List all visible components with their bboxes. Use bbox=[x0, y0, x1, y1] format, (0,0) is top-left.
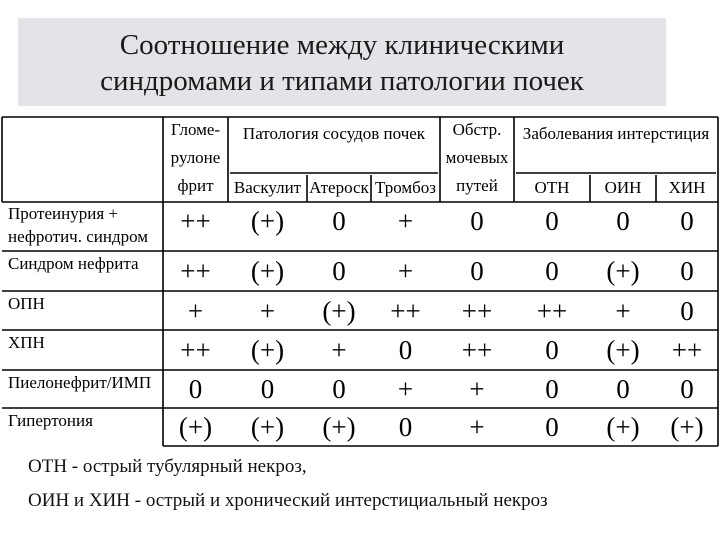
row-label-pyelonephritis: Пиелонефрит/ИМП bbox=[8, 373, 152, 392]
table-cell: 0 bbox=[260, 374, 275, 404]
table-cell: ++ bbox=[180, 206, 211, 236]
table-cell: (+) bbox=[250, 335, 285, 365]
header-thrombosis: Тромбоз bbox=[374, 178, 437, 197]
header-khin: ХИН bbox=[668, 178, 706, 197]
table-cell: ++ bbox=[461, 296, 493, 326]
table-cell: + bbox=[397, 374, 414, 404]
table-cell: 0 bbox=[188, 374, 203, 404]
table-cell: ++ bbox=[536, 296, 568, 326]
table-cell: (+) bbox=[250, 412, 285, 442]
table-cell: + bbox=[331, 335, 347, 365]
table-cell: + bbox=[469, 412, 485, 442]
table-cell: 0 bbox=[545, 256, 559, 286]
table-cell: 0 bbox=[545, 335, 559, 365]
table-cell: 0 bbox=[545, 412, 559, 442]
table-cell: + bbox=[397, 206, 414, 236]
row-label-proteinuria: Протеинурия + нефротич. синдром bbox=[8, 204, 149, 246]
header-glomerulonephritis: Гломе- рулоне фрит bbox=[170, 120, 221, 195]
table-cell: 0 bbox=[545, 206, 559, 236]
table-cell: (+) bbox=[178, 412, 213, 442]
table-cell: + bbox=[397, 256, 414, 286]
table-cell: 0 bbox=[332, 256, 346, 286]
table-cell: 0 bbox=[332, 374, 346, 404]
table-cell: (+) bbox=[250, 206, 285, 236]
table-cell: + bbox=[259, 296, 276, 326]
table-cell: 0 bbox=[470, 206, 484, 236]
header-vasculitis: Васкулит bbox=[233, 178, 302, 197]
table-cell: 0 bbox=[545, 374, 559, 404]
table-cell: 0 bbox=[680, 206, 694, 236]
table-cell: 0 bbox=[398, 335, 413, 365]
row-label-hypertension: Гипертония bbox=[8, 411, 93, 430]
table-cell: (+) bbox=[322, 296, 356, 326]
row-label-opn: ОПН bbox=[8, 294, 45, 313]
table-cell: 0 bbox=[680, 296, 694, 326]
header-oin: ОИН bbox=[604, 178, 642, 197]
title-line-2: синдромами и типами патологии почек bbox=[100, 65, 584, 97]
row-label-nephritis: Синдром нефрита bbox=[8, 254, 139, 273]
table-cell: (+) bbox=[606, 335, 640, 365]
footnote-oin-khin: ОИН и ХИН - острый и хронический интерстициальный некроз bbox=[28, 490, 548, 511]
header-atherosclerosis: Атероск bbox=[309, 178, 369, 197]
table-cell: + bbox=[615, 296, 631, 326]
table-cell: (+) bbox=[322, 412, 356, 442]
table-cell: 0 bbox=[398, 412, 413, 442]
table-cell: + bbox=[469, 374, 485, 404]
footnote-otn: ОТН - острый тубулярный некроз, bbox=[28, 456, 307, 477]
table-cell: + bbox=[187, 296, 204, 326]
table-cell: 0 bbox=[616, 374, 630, 404]
header-interstitial-group: Заболевания интерстиция bbox=[522, 124, 710, 143]
table-cell: 0 bbox=[680, 256, 694, 286]
table-cell: (+) bbox=[670, 412, 704, 442]
table-cell: 0 bbox=[470, 256, 484, 286]
table-cell: ++ bbox=[461, 335, 493, 365]
row-label-hpn: ХПН bbox=[8, 333, 45, 352]
table-cell: (+) bbox=[250, 256, 285, 286]
table-cell: 0 bbox=[332, 206, 346, 236]
table-cell: ++ bbox=[390, 296, 421, 326]
table-cell: ++ bbox=[180, 335, 211, 365]
header-otn: ОТН bbox=[534, 178, 570, 197]
table-cell: (+) bbox=[606, 412, 640, 442]
header-obstruction: Обстр. мочевых путей bbox=[445, 120, 509, 195]
table-cell: ++ bbox=[180, 256, 211, 286]
table-cell: 0 bbox=[680, 374, 694, 404]
title-line-1: Соотношение между клиническими bbox=[119, 29, 565, 61]
table-cell: (+) bbox=[606, 256, 640, 286]
header-vascular-group: Патология сосудов почек bbox=[242, 124, 426, 143]
table-cell: 0 bbox=[616, 206, 630, 236]
table-cell: ++ bbox=[671, 335, 703, 365]
